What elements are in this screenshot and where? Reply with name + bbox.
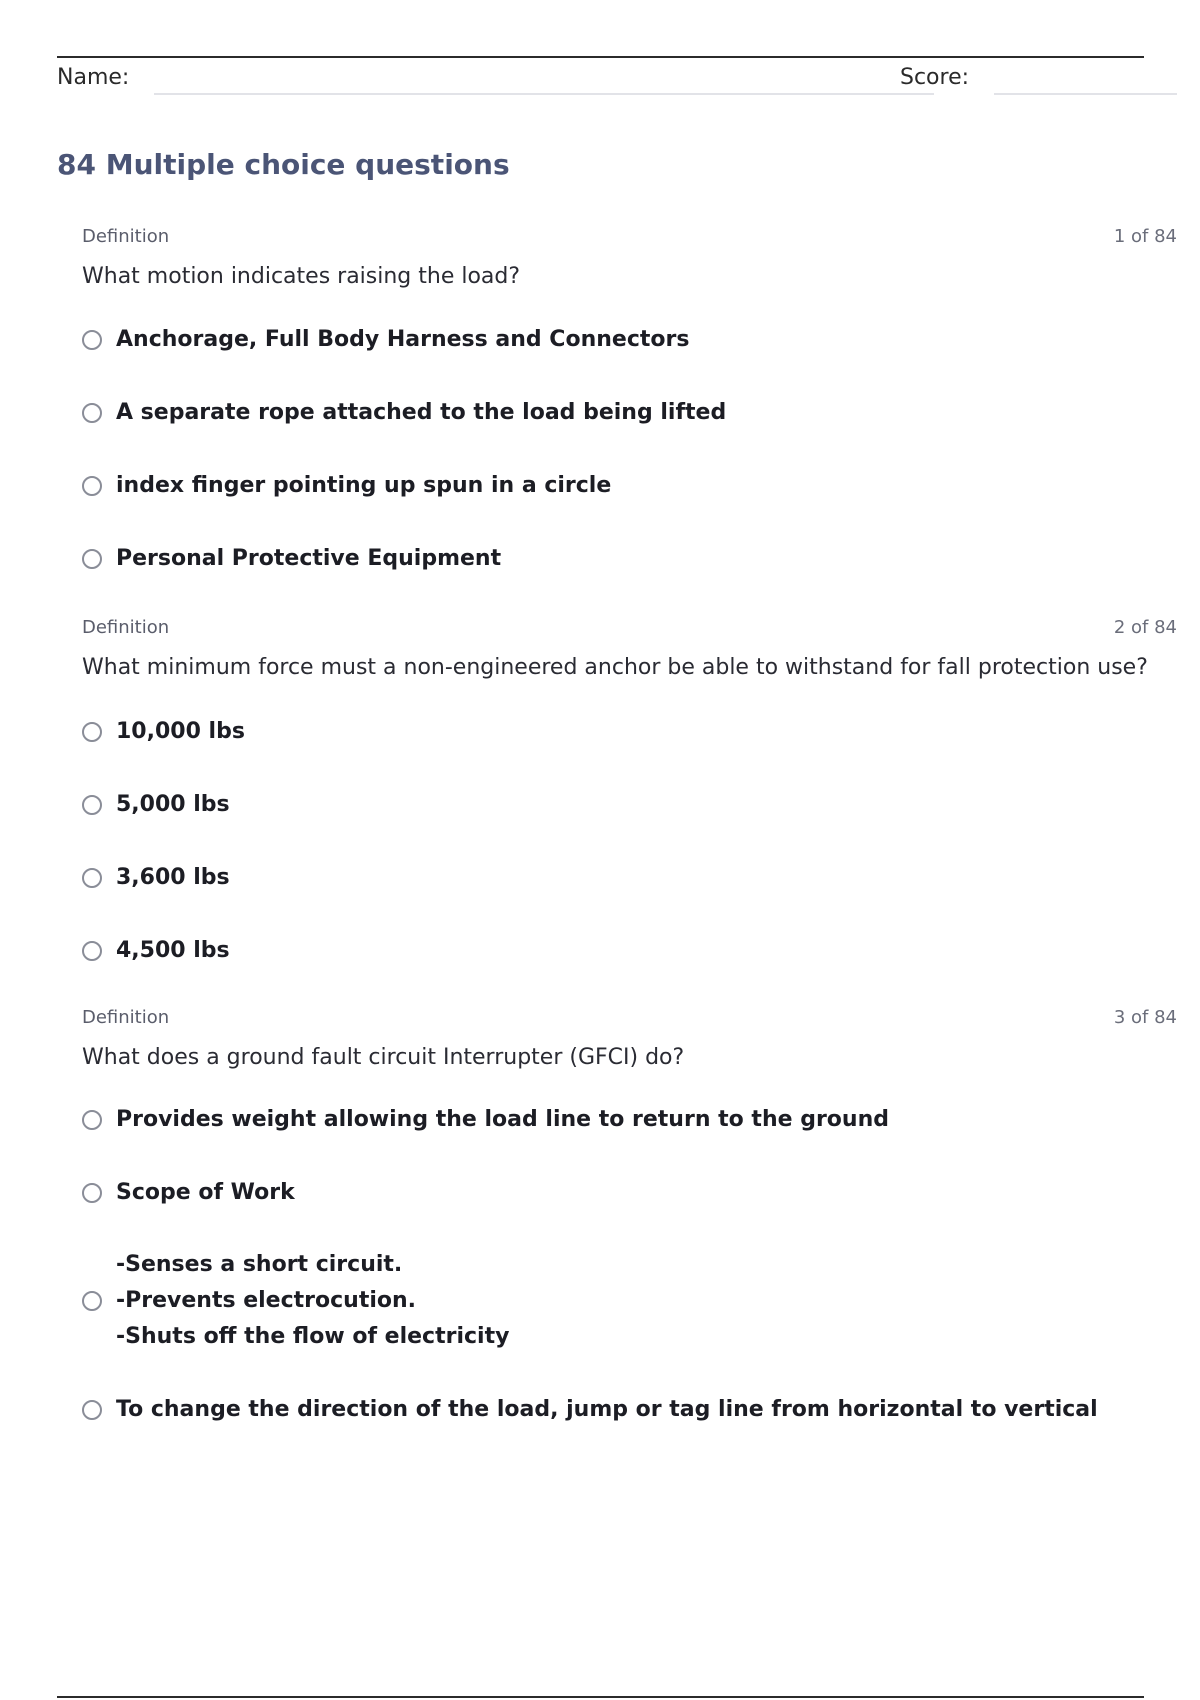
radio-button[interactable]	[82, 1183, 102, 1203]
option-text: To change the direction of the load, jump or tag line from horizontal to vertical	[116, 1397, 1098, 1422]
answer-option[interactable]	[82, 938, 230, 963]
top-rule	[57, 56, 1144, 58]
answer-option[interactable]	[82, 473, 611, 498]
option-text: Provides weight allowing the load line to return to the ground	[116, 1107, 889, 1132]
question-type: Definition	[82, 1007, 170, 1028]
answer-option[interactable]	[82, 1397, 1098, 1422]
section-title: 84 Multiple choice questions	[57, 148, 510, 181]
radio-button[interactable]	[82, 941, 102, 961]
radio-button[interactable]	[82, 403, 102, 423]
radio-button[interactable]	[82, 1400, 102, 1420]
answer-option[interactable]	[82, 865, 230, 890]
bottom-rule	[57, 1696, 1144, 1698]
question-prompt: What does a ground fault circuit Interrupter (GFCI) do?	[82, 1045, 685, 1070]
option-text: index finger pointing up spun in a circle	[116, 473, 612, 498]
option-text: Anchorage, Full Body Harness and Connectors	[116, 327, 690, 352]
question-prompt: What motion indicates raising the load?	[82, 264, 521, 289]
answer-option[interactable]	[82, 546, 501, 571]
name-label: Name:	[57, 65, 130, 90]
option-line: -Prevents electrocution.	[116, 1288, 417, 1313]
answer-option[interactable]	[82, 1180, 295, 1205]
radio-button[interactable]	[82, 795, 102, 815]
question-type: Definition	[82, 226, 170, 247]
option-line: -Shuts off the flow of electricity	[116, 1324, 510, 1349]
answer-option[interactable]	[82, 400, 726, 425]
radio-button[interactable]	[82, 868, 102, 888]
question-counter: 1 of 84	[1113, 226, 1177, 247]
question-type: Definition	[82, 617, 170, 638]
answer-option[interactable]	[82, 792, 230, 817]
option-text: 5,000 lbs	[116, 792, 230, 817]
option-text: A separate rope attached to the load being lifted	[116, 400, 727, 425]
score-label: Score:	[900, 65, 970, 90]
option-text: 4,500 lbs	[116, 938, 230, 963]
answer-option[interactable]	[82, 327, 689, 352]
question-1	[82, 226, 1177, 586]
option-text: Personal Protective Equipment	[116, 546, 502, 571]
radio-button[interactable]	[82, 722, 102, 742]
radio-button[interactable]	[82, 330, 102, 350]
option-line: -Senses a short circuit.	[116, 1252, 403, 1277]
question-counter: 2 of 84	[1113, 617, 1177, 638]
radio-button[interactable]	[82, 549, 102, 569]
option-text	[116, 1247, 509, 1355]
question-counter: 3 of 84	[1113, 1007, 1177, 1028]
answer-option[interactable]	[82, 1107, 889, 1132]
name-field[interactable]	[154, 93, 934, 95]
question-2	[82, 617, 1177, 977]
score-field[interactable]	[994, 93, 1177, 95]
radio-button[interactable]	[82, 1291, 102, 1311]
option-text: 3,600 lbs	[116, 865, 230, 890]
option-text: Scope of Work	[116, 1180, 295, 1205]
radio-button[interactable]	[82, 1110, 102, 1130]
worksheet-header	[57, 60, 1177, 100]
answer-option[interactable]	[82, 719, 245, 744]
answer-option[interactable]	[82, 1247, 509, 1355]
radio-button[interactable]	[82, 476, 102, 496]
question-3	[82, 1007, 1177, 1457]
question-prompt: What minimum force must a non-engineered anchor be able to withstand for fall protection use?	[82, 655, 1148, 680]
option-text: 10,000 lbs	[116, 719, 245, 744]
